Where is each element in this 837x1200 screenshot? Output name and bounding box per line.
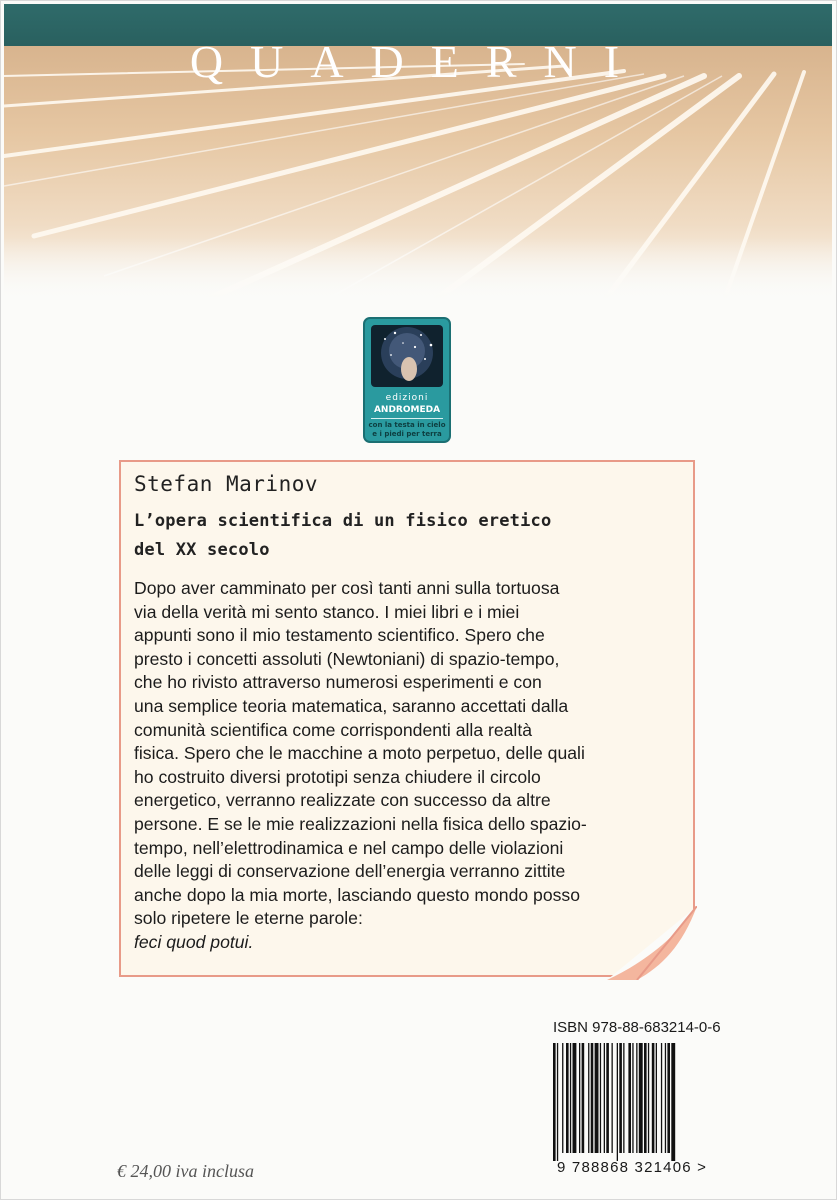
blurb-line: una semplice teoria matematica, saranno accettati dalla [134,695,569,716]
blurb-line: anche dopo la mia morte, lasciando questo mondo posso [134,884,580,905]
blurb-line: via della verità mi sento stanco. I miei libri e i miei [134,601,520,622]
publisher-tagline [365,421,449,439]
blurb-line: ho costruito diversi prototipi senza chiudere il circolo [134,766,541,787]
logo-divider [371,418,443,419]
blurb-line: solo ripetere le eterne parole: [134,908,363,929]
blurb-line: fisica. Spero che le macchine a moto perpetuo, delle quali [134,743,585,764]
book-subtitle [134,507,684,565]
publisher-logo [363,317,451,443]
isbn-text: ISBN 978-88-683214-0-6 [553,1019,721,1036]
book-subtitle-line1: L’opera scientifica di un fisico eretico [134,511,552,531]
publisher-name-line2: ANDROMEDA [373,405,441,415]
barcode-digits: 9 788868 321406 > [557,1159,708,1176]
book-subtitle-line2: del XX secolo [134,540,270,560]
blurb-text [134,577,694,955]
blurb-line: delle leggi di conservazione dell’energia verranno zittite [134,861,566,882]
publisher-tagline-line2: e i piedi per terra [372,430,442,438]
blurb-line: presto i concetti assoluti (Newtoniani) di spazio-tempo, [134,648,560,669]
author-name: Stefan Marinov [134,472,319,496]
blurb-line: appunti sono il mio testamento scientifico. Spero che [134,625,545,646]
series-title: QUADERNI [189,36,647,87]
barcode-icon [549,1043,719,1161]
price-label: € 24,00 iva inclusa [117,1161,254,1181]
blurb-line: che ho rivisto attraverso numerosi esperimenti e con [134,672,542,693]
closing-quote: feci quod potui. [134,931,254,952]
blurb-line: comunità scientifica come corrispondenti alla realtà [134,719,533,740]
publisher-name-line1: edizioni [385,393,429,403]
galaxy-head-icon [371,325,443,387]
blurb-line: Dopo aver camminato per così tanti anni sulla tortuosa [134,578,560,598]
blurb-line: tempo, nell’elettrodinamica e nel campo delle violazioni [134,837,564,858]
blurb-line: energetico, verranno realizzate con successo da altre [134,790,551,811]
publisher-tagline-line1: con la testa in cielo [368,421,446,429]
blurb-line: persone. E se le mie realizzazioni nella fisica dello spazio- [134,813,587,834]
